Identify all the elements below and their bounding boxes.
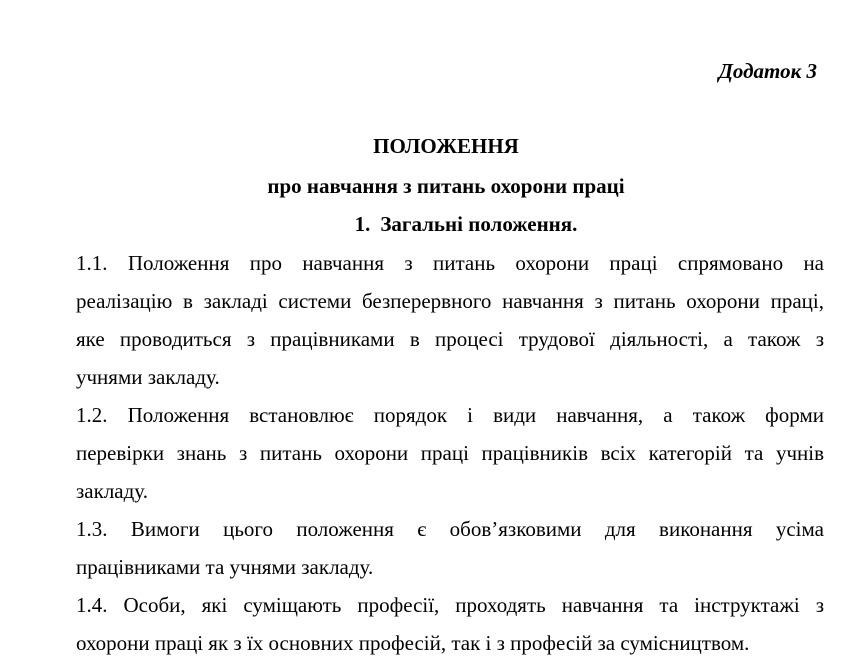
document-title: ПОЛОЖЕННЯ [373, 134, 519, 158]
paragraph-line: яке проводиться з працівниками в процесі трудової діяльності, а також з [76, 327, 824, 351]
paragraph-line: реалізацію в закладі системи безперервного навчання з питань охорони праці, [76, 289, 824, 313]
paragraph-line: охорони праці як з їх основних професій, так і з професій за сумісництвом. [76, 631, 750, 655]
paragraph-line: 1.3. Вимоги цього положення є обов’язковими для виконання усіма [76, 517, 824, 541]
paragraph-line: закладу. [76, 479, 148, 503]
paragraph-line: 1.2. Положення встановлює порядок і види навчання, а також форми [76, 403, 824, 427]
section-number: 1. [354, 212, 371, 236]
section-heading [0, 210, 857, 238]
document-subtitle: про навчання з питань охорони праці [267, 174, 625, 198]
appendix-label: Додаток 3 [718, 59, 817, 83]
section-heading-text: Загальні положення. [380, 212, 578, 236]
paragraph-line: 1.4. Особи, які суміщають професії, проходять навчання та інструктажі з [76, 593, 824, 617]
paragraph-line: учнями закладу. [76, 365, 220, 389]
paragraph-line: працівниками та учнями закладу. [76, 555, 374, 579]
paragraph-line: 1.1. Положення про навчання з питань охорони праці спрямовано на [76, 251, 824, 275]
paragraph-line: перевірки знань з питань охорони праці працівників всіх категорій та учнів [76, 441, 824, 465]
